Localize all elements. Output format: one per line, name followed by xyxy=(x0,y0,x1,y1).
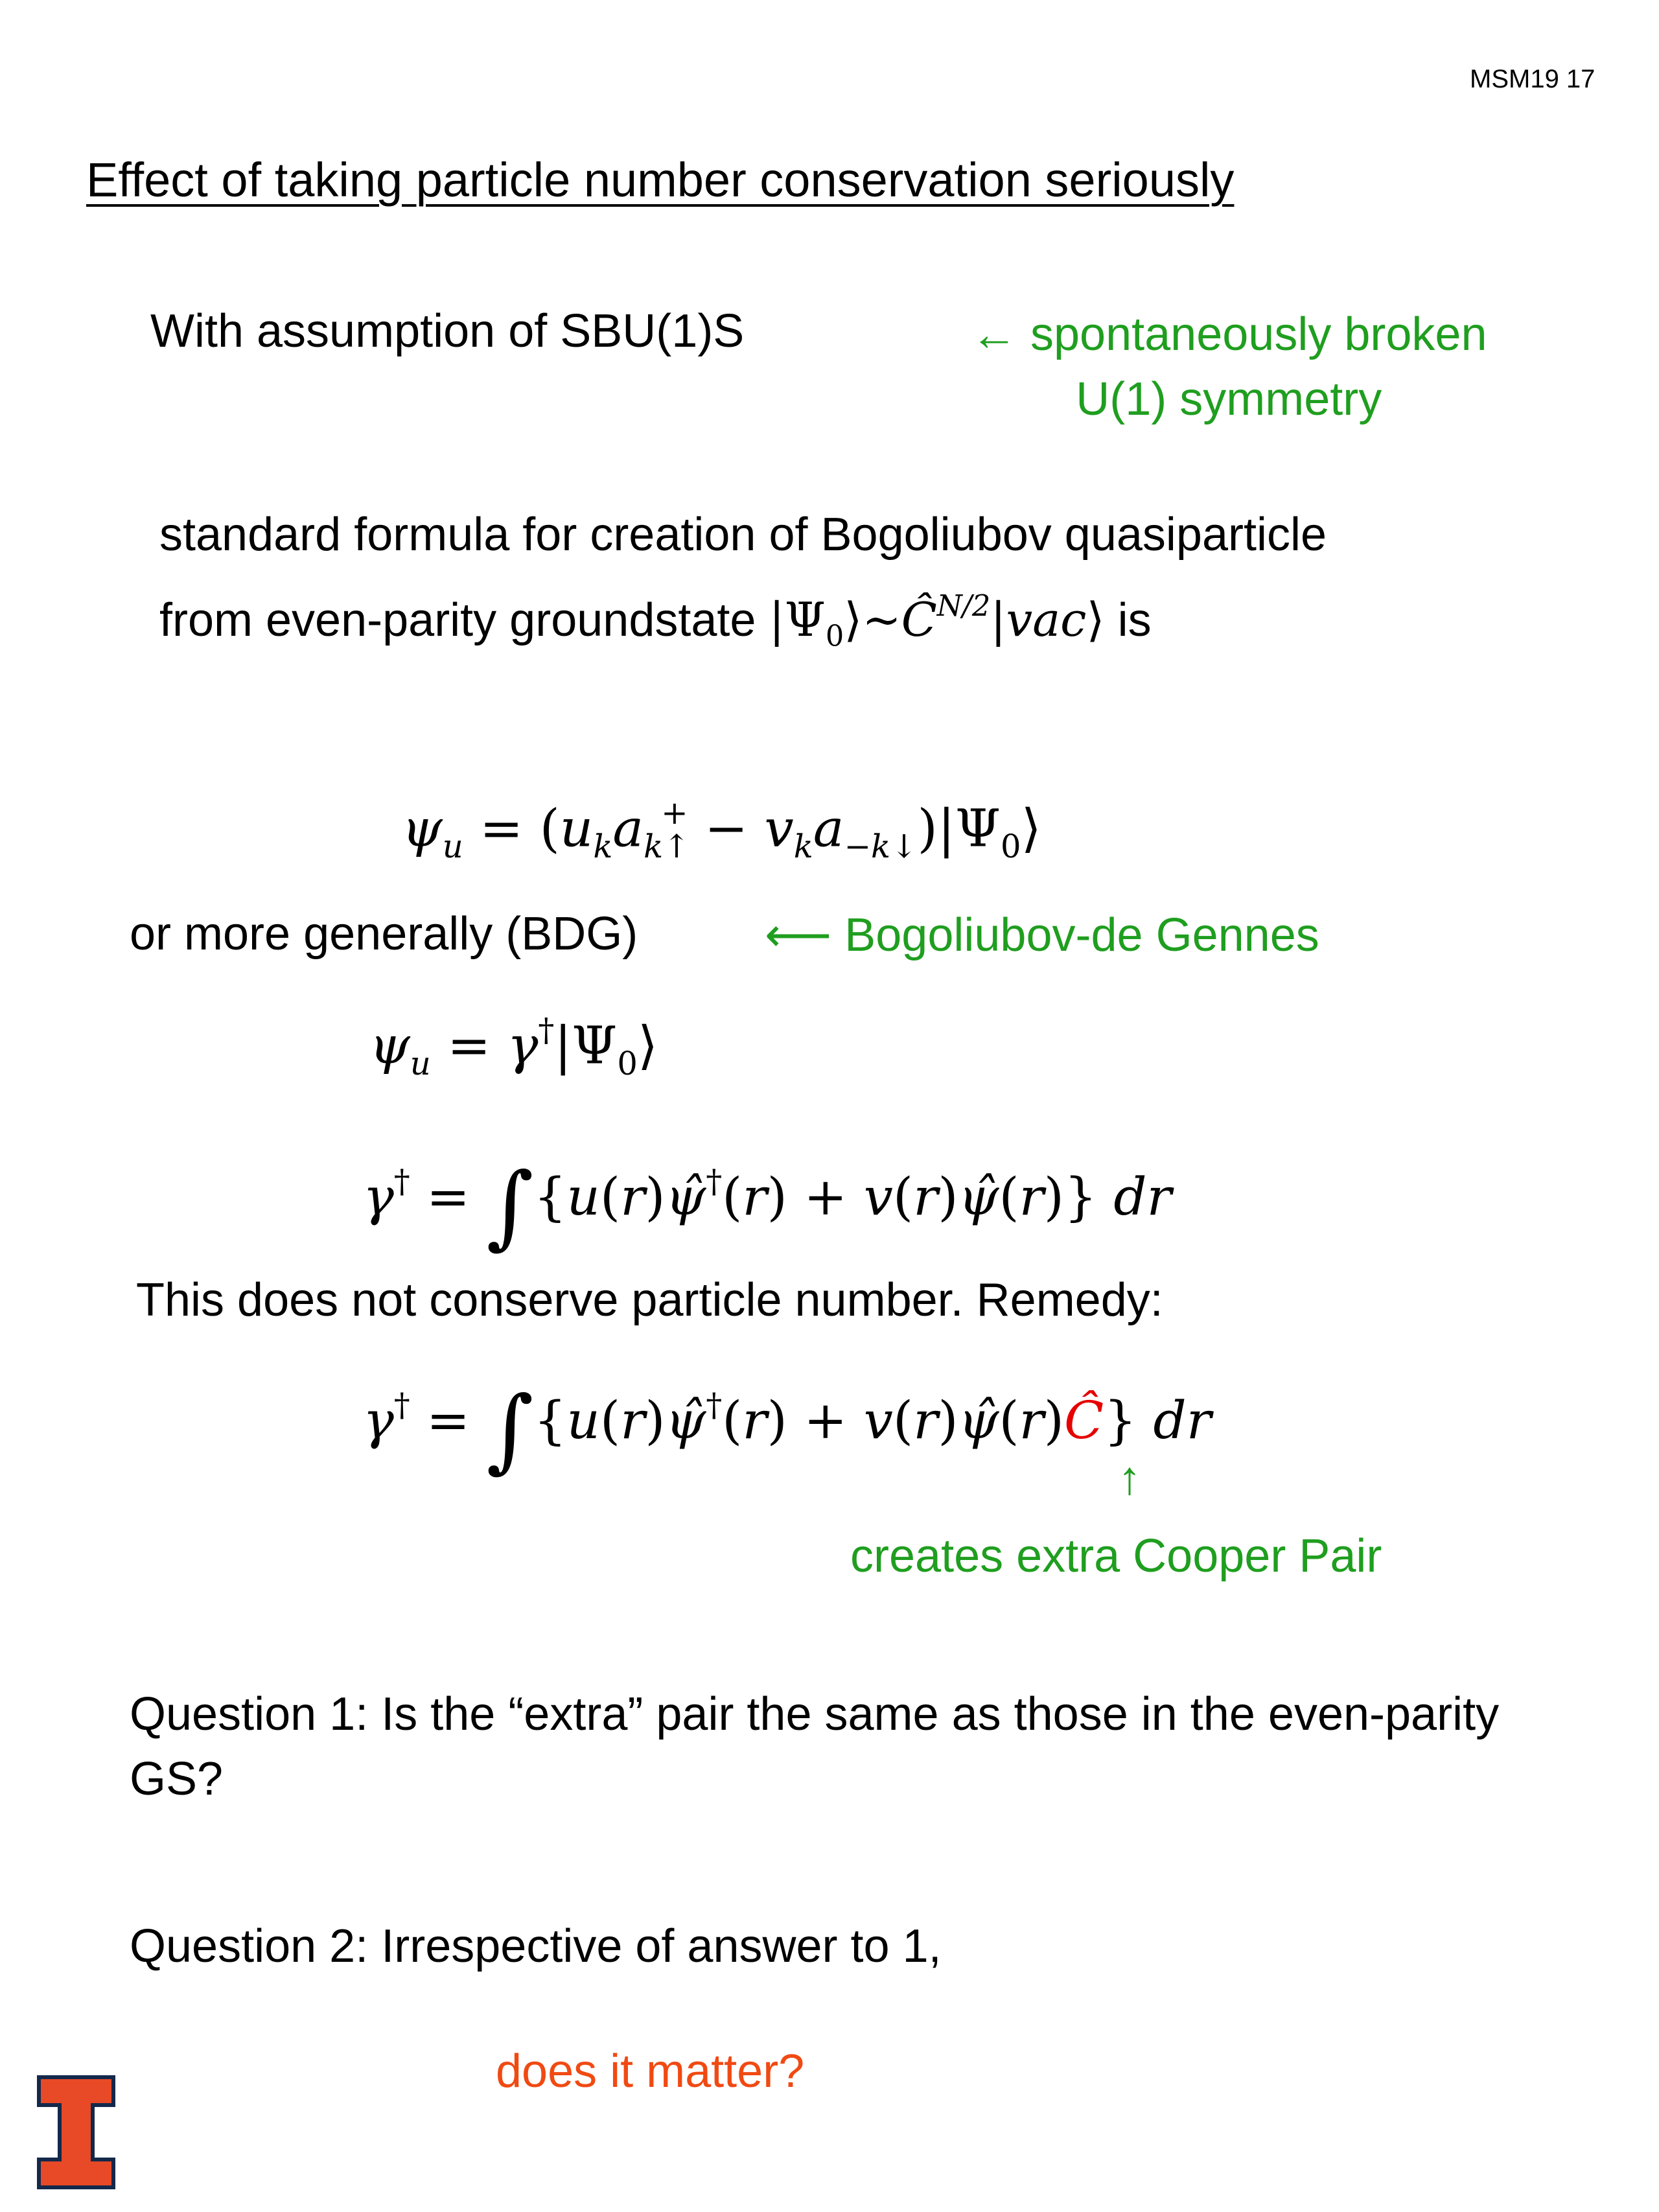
question-1-line1: Question 1: Is the “extra” pair the same as those in the even-parity xyxy=(130,1688,1500,1740)
formula-intro-line1: standard formula for creation of Bogoliubov quasiparticle xyxy=(159,509,1327,561)
gamma-dagger-equation: γ† = ∫{u(r)ψ̂†(r) + v(r)ψ̂(r)} dr xyxy=(363,1154,1172,1259)
formula-intro xyxy=(159,499,1327,672)
slide-number: MSM19 17 xyxy=(1470,65,1595,93)
sbu1s-annotation xyxy=(971,302,1487,432)
remedy-text: This does not conserve particle number. Remedy: xyxy=(136,1274,1163,1326)
groundstate-expression: $|\Psi_0⟩\sim Ĉ^{N/2}|vac⟩$ xyxy=(769,589,1105,653)
question-2-followup: does it matter? xyxy=(496,2045,805,2097)
question-1-line2: GS? xyxy=(130,1753,224,1805)
sbu1s-annotation-line1: ← spontaneously broken xyxy=(971,309,1487,360)
formula-intro-line2 xyxy=(159,570,1327,672)
cooper-pair-annotation: creates extra Cooper Pair xyxy=(850,1530,1382,1582)
number-conserving-equation: γ† = ∫{u(r)ψ̂†(r) + v(r)ψ̂(r)Ĉ} dr xyxy=(363,1377,1212,1483)
slide-title: Effect of taking particle number conservation seriously xyxy=(86,153,1235,207)
arrow-up-icon: ↑ xyxy=(1118,1452,1141,1504)
question-1 xyxy=(130,1682,1499,1811)
quasiparticle-equation: $\psi_u = (u_ka_{k↑}^+$ − $v_ka_{-k↓})|\Psi_0⟩$ xyxy=(402,794,1041,866)
sbu1s-annotation-line2: U(1) symmetry xyxy=(1076,373,1382,425)
illinois-block-i-logo xyxy=(36,2074,117,2191)
formula-intro-prefix: from even-parity groundstate xyxy=(159,594,769,647)
bdg-equation: $\psi_u$ = $\gamma^\dagger|\Psi_0⟩$ xyxy=(369,1011,658,1083)
bdg-text: or more generally (BDG) xyxy=(130,908,638,960)
pair-creation-operator: Ĉ xyxy=(1064,1390,1104,1450)
assumption-text: With assumption of SBU(1)S xyxy=(150,305,745,357)
question-2: Question 2: Irrespective of answer to 1, xyxy=(130,1920,942,1972)
bdg-annotation: ⟵ Bogoliubov-de Gennes xyxy=(765,909,1319,961)
formula-intro-suffix: is xyxy=(1104,594,1152,647)
